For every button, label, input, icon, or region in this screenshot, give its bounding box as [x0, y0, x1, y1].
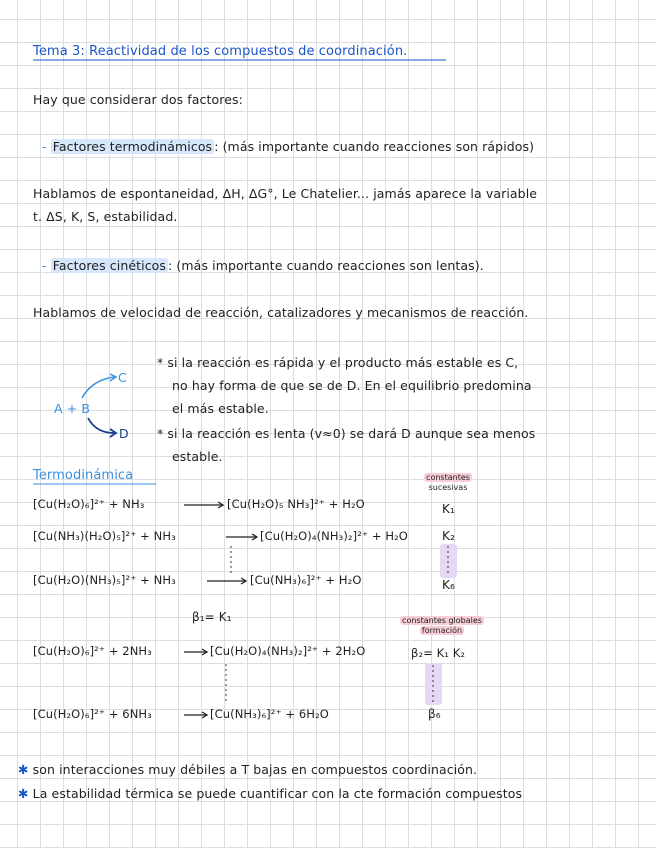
- thermo-text-line-1: Hablamos de espontaneidad, ΔH, ΔG°, Le Chatelier... jamás aparece la variable: [33, 186, 538, 201]
- kinetic-factor-note: : (más importante cuando reacciones son lentas).: [168, 258, 484, 273]
- scheme-note-1-line-1: * si la reacción es rápida y el producto más estable es C,: [157, 355, 519, 370]
- stepwise-reaction-3-right: [Cu(NH₃)₆]²⁺ + H₂O: [250, 573, 362, 587]
- scheme-note-1-line-3: el más estable.: [172, 401, 269, 416]
- stepwise-reaction-2-left: [Cu(NH₃)(H₂O)₅]²⁺ + NH₃: [33, 529, 176, 543]
- stepwise-k1: K₁: [442, 502, 455, 516]
- global-constants-label: [396, 616, 488, 636]
- footer-note-2-text: La estabilidad térmica se puede cuantificar con la cte formación compuestos: [32, 786, 523, 801]
- footer-note-1: [18, 762, 477, 777]
- scheme-reactants: A + B: [54, 401, 91, 416]
- intro-text: Hay que considerar dos factores:: [33, 92, 243, 107]
- page-title: Tema 3: Reactividad de los compuestos de coordinación.: [33, 44, 408, 59]
- global-reaction-1-right: [Cu(H₂O)₄(NH₃)₂]²⁺ + 2H₂O: [210, 644, 366, 658]
- stepwise-reaction-1-right: [Cu(H₂O)₅ NH₃]²⁺ + H₂O: [227, 497, 365, 511]
- global-reaction-2-right: [Cu(NH₃)₆]²⁺ + 6H₂O: [210, 707, 329, 721]
- arrow-to-c: [82, 377, 114, 398]
- stepwise-reaction-2-right: [Cu(H₂O)₄(NH₃)₂]²⁺ + H₂O: [260, 529, 408, 543]
- beta6-label: β₆: [428, 707, 441, 721]
- kinetic-factor-line: [42, 258, 484, 273]
- beta2-definition: β₂= K₁ K₂: [411, 646, 466, 660]
- footer-note-2: [18, 786, 522, 801]
- global-reaction-1-left: [Cu(H₂O)₆]²⁺ + 2NH₃: [33, 644, 152, 658]
- thermo-factor-line: [42, 139, 534, 154]
- thermo-factor-note: : (más importante cuando reacciones son rápidos): [214, 139, 535, 154]
- stepwise-label-line-2: sucesivas: [428, 483, 468, 492]
- beta-column-highlight: [425, 663, 442, 705]
- stepwise-k6: K₆: [442, 578, 455, 592]
- stepwise-reaction-3-left: [Cu(H₂O)(NH₃)₅]²⁺ + NH₃: [33, 573, 176, 587]
- global-label-line-1: constantes globales: [402, 616, 482, 625]
- stepwise-k2: K₂: [442, 529, 455, 543]
- scheme-product-d: D: [119, 426, 129, 441]
- kinetic-text: Hablamos de velocidad de reacción, catalizadores y mecanismos de reacción.: [33, 305, 529, 320]
- kinetic-factor-label: Factores cinéticos: [52, 258, 167, 273]
- bullet-icon: ✱: [18, 762, 29, 777]
- stepwise-label-line-1: constantes: [426, 473, 470, 482]
- footer-note-1-text: son interacciones muy débiles a T bajas en compuestos coordinación.: [32, 762, 478, 777]
- scheme-note-1-line-2: no hay forma de que se de D. En el equilibrio predomina: [172, 378, 532, 393]
- thermo-dash: -: [42, 139, 47, 154]
- termo-heading: Termodinámica: [33, 468, 134, 483]
- stepwise-reaction-1-left: [Cu(H₂O)₆]²⁺ + NH₃: [33, 497, 145, 511]
- arrow-to-d: [88, 418, 114, 433]
- scheme-product-c: C: [118, 370, 127, 385]
- global-reaction-2-left: [Cu(H₂O)₆]²⁺ + 6NH₃: [33, 707, 152, 721]
- stepwise-constants-label: [415, 473, 481, 493]
- scheme-note-2-line-1: * si la reacción es lenta (v≈0) se dará D aunque sea menos: [157, 426, 536, 441]
- bullet-icon: ✱: [18, 786, 29, 801]
- scheme-note-2-line-2: estable.: [172, 449, 223, 464]
- thermo-factor-label: Factores termodinámicos: [52, 139, 213, 154]
- kinetic-dash: -: [42, 258, 47, 273]
- global-label-line-2: formación: [421, 626, 463, 635]
- thermo-text-line-2: t. ΔS, K, S, estabilidad.: [33, 209, 178, 224]
- beta1-definition: β₁= K₁: [192, 610, 232, 624]
